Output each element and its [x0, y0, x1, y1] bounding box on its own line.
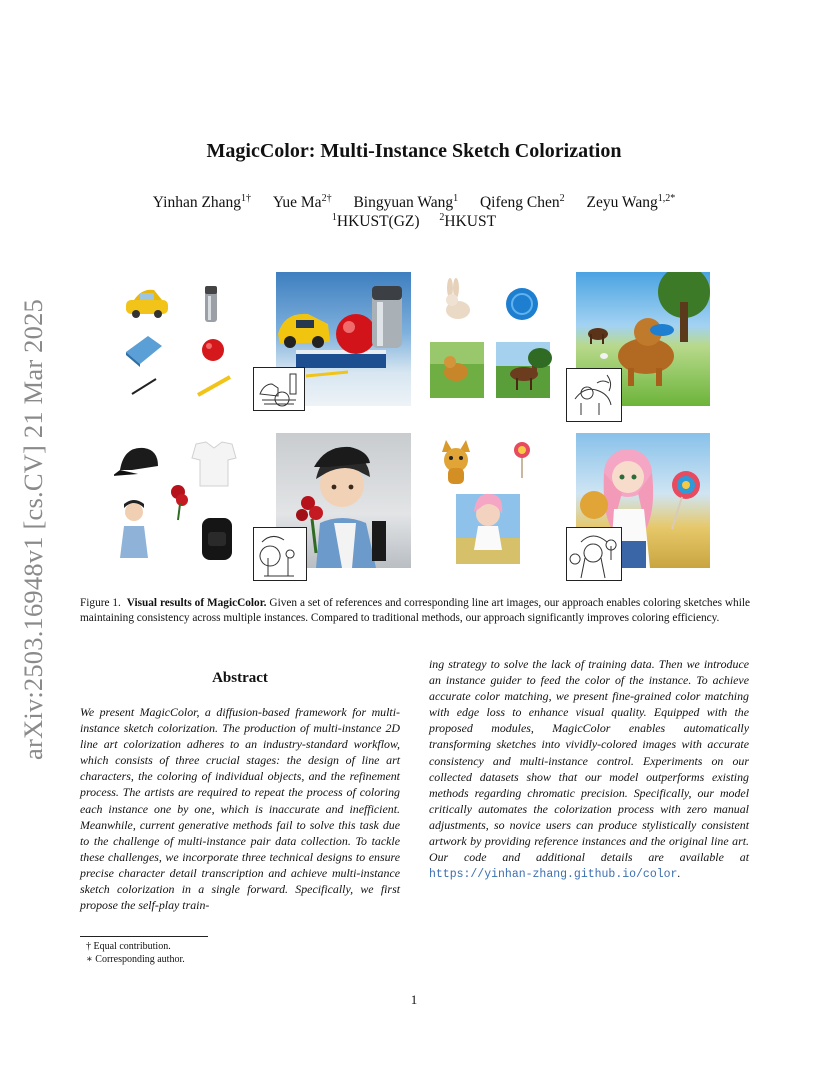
line-art-girl — [566, 527, 622, 581]
cap-reference — [114, 448, 158, 476]
abstract-right-text: ing strategy to solve the lack of training data. Then we introduce an instance guider to feed the color of the instance. To achieve accurate color matching, we present fine-grained color matching with edge loss to enhance visual quality. Equipped with the proposed modules, MagicColor enables automatically transforming sketches into vividly-colored images with accurate consistency and multi-instance control. Experiments on our collected datasets show that our model outperforms existing methods regarding chromatic precision. Specifically, our model critically automates the colorization process with zero manual adjustments, so novice users can produce stylistically consistent artwork by providing reference instances and the original line art. Our code and additional details are available at — [429, 657, 749, 865]
reference-instances-animals — [428, 278, 552, 402]
arxiv-identifier: arXiv:2503.16948v1 [cs.CV] 21 Mar 2025 — [18, 299, 48, 760]
footnote-rule — [80, 936, 208, 937]
lollipop-reference — [514, 442, 530, 478]
caption-bold-title: Visual results of MagicColor. — [126, 597, 267, 609]
reference-instances-girl — [436, 438, 546, 568]
footnote-corresponding-author: ∗ Corresponding author. — [86, 954, 185, 965]
line-art-boy — [253, 527, 307, 581]
paper-title: MagicColor: Multi-Instance Sketch Colorization — [206, 140, 622, 162]
line-art-animals — [566, 368, 622, 422]
figure-caption — [80, 596, 750, 626]
backpack-reference — [202, 518, 232, 560]
dog-reference — [430, 342, 484, 398]
plush-reference — [442, 440, 470, 484]
pen-reference — [132, 379, 156, 394]
footnote-equal-contribution: † Equal contribution. — [86, 941, 171, 952]
bottle-reference — [205, 286, 217, 322]
girl-reference — [456, 494, 520, 564]
abstract-heading: Abstract — [212, 670, 268, 686]
abstract-right-column — [429, 656, 749, 883]
url-suffix: . — [677, 866, 681, 881]
caption-text: Given a set of references and corresponding line art images, our approach enables coloring sketches while maintaining consistency across multiple instances. Compared to traditional methods, our approach significantly improves coloring efficiency. — [80, 597, 750, 624]
pencil-reference — [198, 377, 230, 395]
affiliation-list — [0, 213, 828, 231]
boy-reference — [120, 500, 148, 558]
author: Bingyuan Wang$^1$ — [353, 192, 459, 211]
reference-instances-boy — [114, 440, 244, 566]
frisbee-reference — [506, 288, 538, 320]
tshirt-reference — [192, 442, 236, 486]
author: Qifeng Chen$^2$ — [479, 192, 565, 211]
caption-label: Figure 1. — [80, 597, 121, 609]
reference-instances-objects — [118, 282, 248, 402]
page-number: 1 — [410, 992, 418, 1007]
rose-reference — [171, 485, 188, 520]
notebook-reference — [126, 336, 162, 367]
rabbit-reference — [446, 278, 470, 319]
footnotes — [86, 940, 185, 966]
author: Yue $Ma^{2\dagger}$ — [272, 192, 332, 211]
horse-reference — [496, 342, 552, 398]
abstract-left-column: We present MagicColor, a diffusion-based framework for multi-instance sketch colorization. The production of multi-instance 2D line art colorization adheres to an industry-standard workflow, which consists of three crucial stages: the design of line art characters, the coloring of individual objects, and the refinement process. The artists are required to repeat the process of coloring each instance one by one, which is inaccurate and inefficient. Meanwhile, current generative methods fail to solve this task due to the challenge of multi-instance pair data collection. To tackle these challenges, we incorporate three technical designs to ensure precise character detail transcription and achieve multi-instance sketch colorization in a single forward. Specifically, we first propose the self-play train- — [80, 705, 400, 913]
toy-car-reference — [126, 290, 168, 318]
affiliation: $^1$HKUST(GZ) — [331, 211, 420, 230]
project-url-link[interactable]: https://yinhan-zhang.github.io/color — [429, 868, 678, 882]
ball-reference — [202, 339, 224, 361]
author: Yinhan Zhang$^{1\dagger}$ — [152, 192, 252, 211]
author: Zeyu Wang$^{1,2*}$ — [586, 192, 676, 211]
line-art-objects — [253, 367, 305, 411]
affiliation: $^2$HKUST — [439, 211, 497, 230]
author-list — [0, 194, 828, 212]
